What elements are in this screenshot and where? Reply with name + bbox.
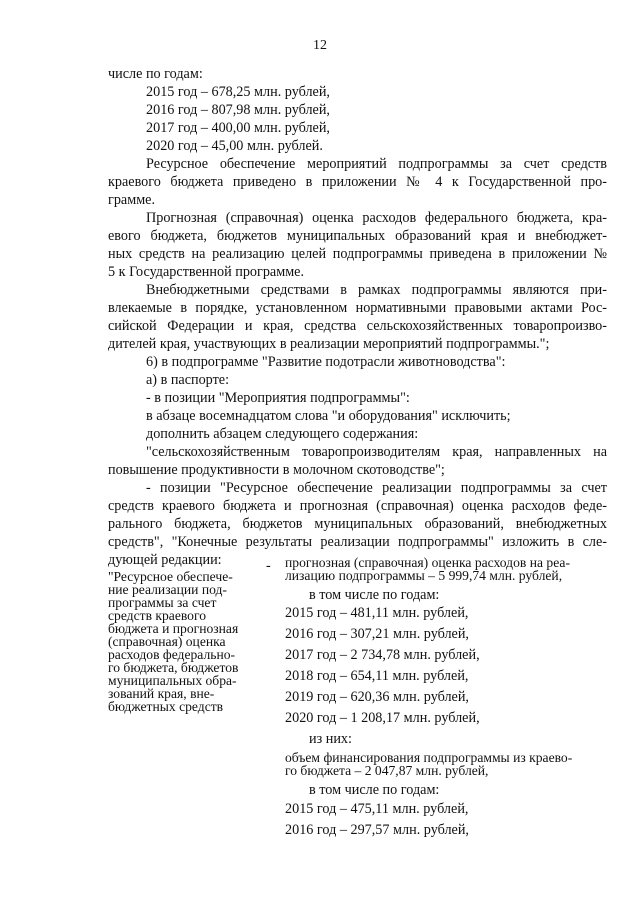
table-left-line: ние реализации под- bbox=[108, 582, 227, 597]
text-line: числе по годам: bbox=[108, 66, 203, 82]
text-line: - позиции "Ресурсное обеспечение реализации подпрограммы за счет bbox=[146, 480, 607, 496]
table-right-line: 2016 год – 307,21 млн. рублей, bbox=[285, 626, 469, 642]
text-line: дителей края, участвующих в реализации мероприятий подпрограммы."; bbox=[108, 336, 550, 352]
text-line: влекаемые в порядке, установленном нормативными правовыми актами Рос- bbox=[108, 300, 607, 316]
text-line: 2017 год – 400,00 млн. рублей, bbox=[146, 120, 330, 136]
text-line: евого бюджета, бюджетов муниципальных образований края и внебюджет- bbox=[108, 228, 607, 244]
text-line: Внебюджетными средствами в рамках подпрограммы являются при- bbox=[146, 282, 607, 298]
table-left-line: средств краевого bbox=[108, 608, 207, 623]
table-left-line: расходов федерально- bbox=[108, 647, 236, 662]
table-right-line: в том числе по годам: bbox=[309, 587, 440, 603]
text-line: рального бюджета, бюджетов муниципальных образований, внебюджетных bbox=[108, 516, 607, 532]
text-line: - в позиции "Мероприятия подпрограммы": bbox=[146, 390, 410, 406]
text-line: в абзаце восемнадцатом слова "и оборудования" исключить; bbox=[146, 408, 511, 424]
table-right-line: 2018 год – 654,11 млн. рублей, bbox=[285, 668, 469, 684]
table-right-line: 2016 год – 297,57 млн. рублей, bbox=[285, 822, 469, 838]
table-right-line: 2019 год – 620,36 млн. рублей, bbox=[285, 689, 469, 705]
table-right-line: 2015 год – 475,11 млн. рублей, bbox=[285, 801, 469, 817]
text-line: сийской Федерации и края, средства сельскохозяйственных товаропроизво- bbox=[108, 318, 607, 334]
text-line: ных средств на реализацию целей подпрограммы приведена в приложении № bbox=[108, 246, 607, 262]
text-line: дующей редакции: bbox=[108, 552, 222, 568]
table-right-line: прогнозная (справочная) оценка расходов на реа- bbox=[285, 555, 570, 570]
table-left-line: бюджетных средств bbox=[108, 699, 224, 714]
table-left-line: "Ресурсное обеспече- bbox=[108, 569, 233, 584]
table-right-line: из них: bbox=[309, 731, 352, 747]
text-line: а) в паспорте: bbox=[146, 372, 230, 388]
text-line: Прогнозная (справочная) оценка расходов федерального бюджета, кра- bbox=[146, 210, 607, 226]
table-left-line: муниципальных обра- bbox=[108, 673, 237, 688]
table-right-line: лизацию подпрограммы – 5 999,74 млн. рублей, bbox=[285, 568, 563, 583]
text-line: 2015 год – 678,25 млн. рублей, bbox=[146, 84, 330, 100]
text-line: средств краевого бюджета и прогнозная (справочная) оценка расходов феде- bbox=[108, 498, 607, 514]
text-line: краевого бюджета приведено в приложении № 4 к Государственной про- bbox=[108, 174, 607, 190]
table-right-line: 2015 год – 481,11 млн. рублей, bbox=[285, 605, 469, 621]
table-left-line: го бюджета, бюджетов bbox=[108, 660, 239, 675]
table-left-line: (справочная) оценка bbox=[108, 634, 226, 649]
text-line: 2016 год – 807,98 млн. рублей, bbox=[146, 102, 330, 118]
text-line: 5 к Государственной программе. bbox=[108, 264, 305, 280]
table-right-line: го бюджета – 2 047,87 млн. рублей, bbox=[285, 763, 489, 778]
text-line: повышение продуктивности в молочном скотоводстве"; bbox=[108, 462, 445, 478]
table-right-line: 2017 год – 2 734,78 млн. рублей, bbox=[285, 647, 480, 663]
table-left-line: зований края, вне- bbox=[108, 686, 215, 701]
text-line: дополнить абзацем следующего содержания: bbox=[146, 426, 419, 442]
table-left-line: бюджета и прогнозная bbox=[108, 621, 239, 636]
text-line: 2020 год – 45,00 млн. рублей. bbox=[146, 138, 323, 154]
text-line: 6) в подпрограмме "Развитие подотрасли животноводства": bbox=[146, 354, 506, 370]
text-line: "сельскохозяйственным товаропроизводителям края, направленных на bbox=[146, 444, 607, 460]
page-number: 12 bbox=[313, 38, 327, 53]
table-left-line: программы за счет bbox=[108, 595, 217, 610]
table-right-line: объем финансирования подпрограммы из краево- bbox=[285, 750, 573, 765]
table-right-line: в том числе по годам: bbox=[309, 782, 440, 798]
text-line: Ресурсное обеспечение мероприятий подпрограммы за счет средств bbox=[146, 156, 607, 172]
table-right-line: 2020 год – 1 208,17 млн. рублей, bbox=[285, 710, 480, 726]
table-separator: - bbox=[266, 558, 271, 574]
text-line: грамме. bbox=[108, 192, 156, 208]
text-line: средств", "Конечные результаты реализации подпрограммы" изложить в сле- bbox=[108, 534, 607, 550]
